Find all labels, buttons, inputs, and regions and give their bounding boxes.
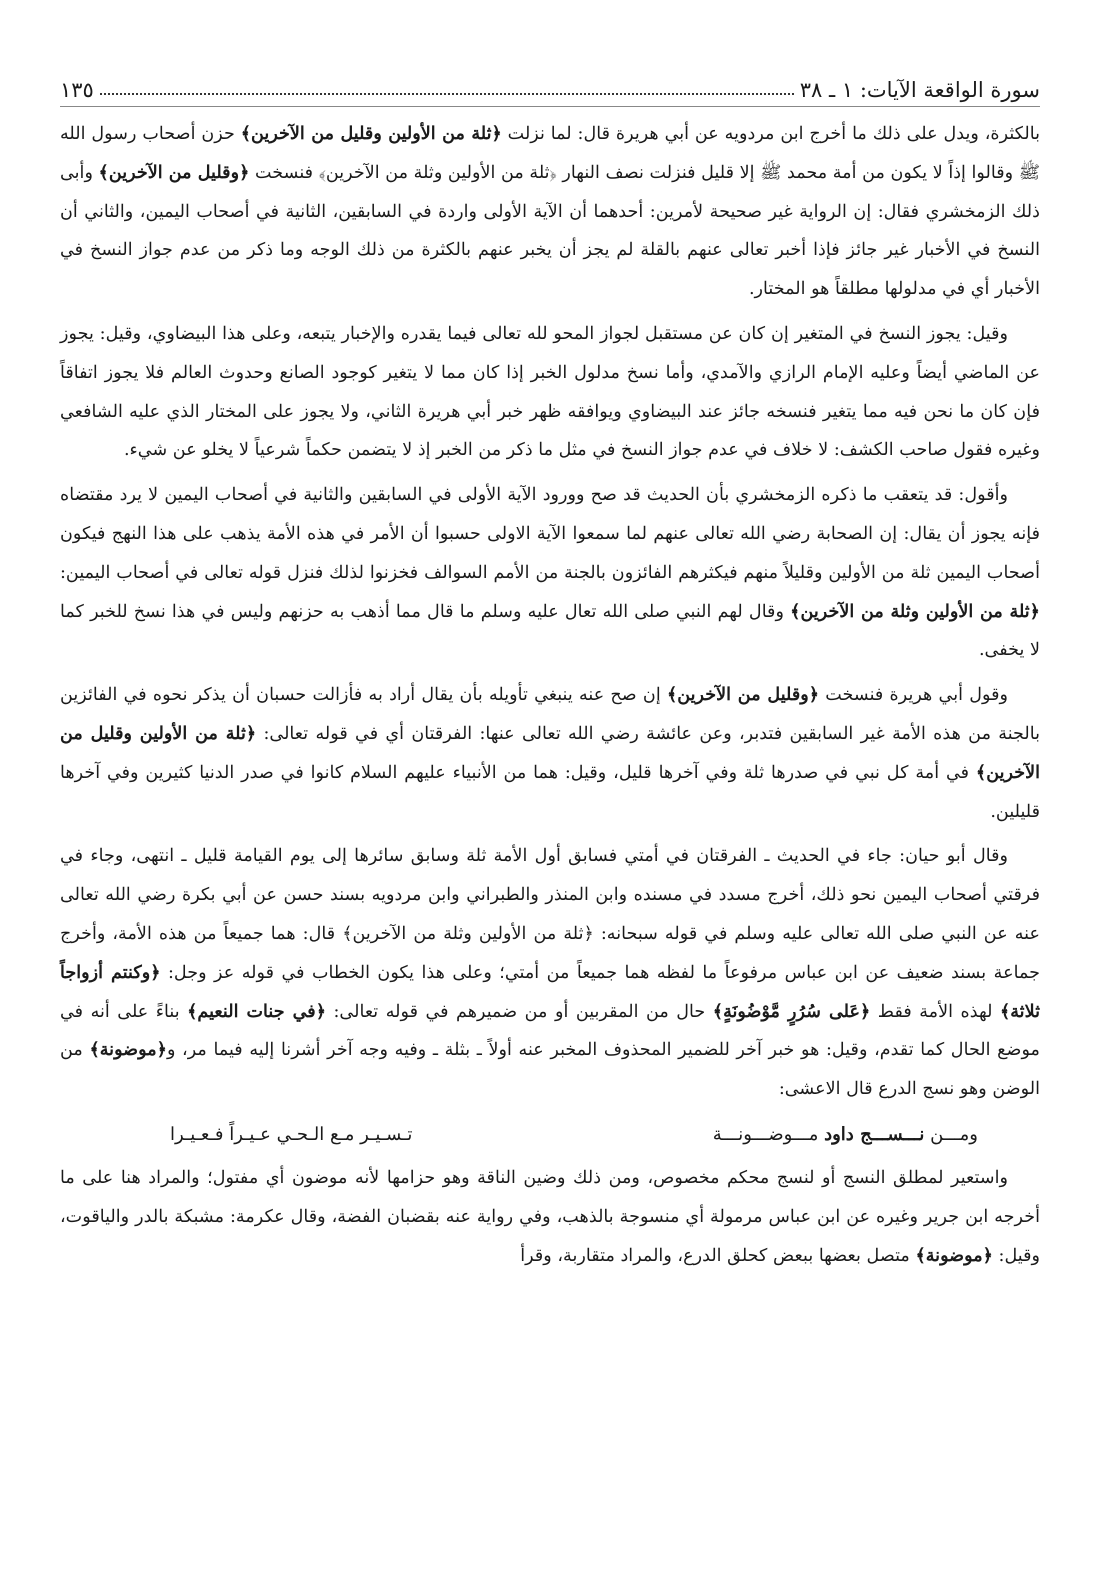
paragraph-group <box>60 115 1040 1109</box>
quranic-verse: ﴿وقليل من الآخرين﴾ <box>98 161 250 183</box>
quranic-verse: ﴿في جنات النعيم﴾ <box>187 1000 327 1022</box>
poem-hemistich-left: تـسـيـر مـع الـحـي عـيـراً فـعـيـرا <box>170 1123 413 1145</box>
text-run: من الوضن وهو نسج الدرع قال الاعشى: <box>60 1040 1040 1100</box>
quranic-verse: ﴿ثلة من الأولين وثلة من الآخرين﴾ <box>790 600 1040 622</box>
quranic-verse: ﴿عَلى سُرُرٍ مَّوْضُونَةٍ﴾ <box>712 1000 871 1022</box>
poem-right-bold: نـــســـج داود <box>824 1123 925 1145</box>
text-run: وأقول: قد يتعقب ما ذكره الزمخشري بأن الحديث قد صح وورود الآية الأولى في السابقين والثانية في أصحاب اليمين لا يرد مقتضاه فإنه يجوز أن يقال: إن الصحابة رضي الله تعالى عنهم لما سمعوا الآية الاولى حسبوا أن الأمر في هذه الأمة يذهب على هذا النهج فيكون أصحاب اليمين ثلة من الأولين وقليلاً منهم فيكثرهم الفائزون بالجنة من الأمم السوالف فخزنوا لذلك فنزل قوله تعالى في أصحاب اليمين: <box>60 485 1040 583</box>
text-run: وقال أبو حيان: جاء في الحديث ـ الفرقتان في أمتي فسابق أول الأمة ثلة وسابق سائرها إلى يوم القيامة قليل ـ انتهى، وجاء في فرقتي أصحاب اليمين نحو ذلك، أخرج مسدد في مسنده وابن المنذر والطبراني وابن مردويه بسند حسن عن أبي بكرة رضي الله تعالى عنه عن النبي صلى الله تعالى عليه وسلم في قوله سبحانه: ﴿ثلة من الأولين وثلة من الآخرين﴾ قال: هما جميعاً من هذه الأمة، وأخرج جماعة بسند ضعيف عن ابن عباس مرفوعاً ما لفظه هما جميعاً من أمتي؛ وعلى هذا يكون الخطاب في قوله عز وجل: <box>60 846 1041 983</box>
poem-verse <box>60 1115 1040 1155</box>
paragraph <box>60 315 1040 470</box>
quranic-verse: ﴿وكنتم أزواجاً ثلاثة﴾ <box>60 961 1040 1022</box>
text-run: وقال لهم النبي صلى الله تعال عليه وسلم ما قال مما أذهب به حزنهم وليس في هذا نسخ للخبر كما لا يخفى. <box>60 601 1040 661</box>
quranic-verse: ﴿موضونة﴾ <box>89 1039 167 1061</box>
page-number: ١٣٥ <box>60 78 94 102</box>
text-run: إن صح عنه ينبغي تأويله بأن يقال أراد به فأزالت حسبان أن يذكر نحوه في الفائزين بالجنة من هذه الأمة غير السابقين فتدبر، وعن عائشة رضي الله تعالى عنها: الفرقتان أي في قوله تعالى: <box>60 685 1040 744</box>
surah-title: سورة الواقعة الآيات: ١ ـ ٣٨ <box>799 78 1040 102</box>
running-header <box>60 62 1040 107</box>
leader-dots <box>100 92 794 95</box>
poem-right-pre: ومـــن <box>924 1123 978 1145</box>
text-run: حال من المقربين أو من ضميرهم في قوله تعالى: <box>326 1001 713 1022</box>
body-text <box>60 115 1040 1275</box>
text-run: حزن أصحاب رسول الله ﷺ وقالوا إذاً لا يكون من أمة محمد ﷺ إلا قليل فنزلت نصف النهار ﴿ثلة من الأولين وثلة من الآخرين﴾ فنسخت <box>60 124 1040 183</box>
paragraph <box>60 476 1040 670</box>
text-run: واستعير لمطلق النسج أو لنسج محكم مخصوص، ومن ذلك وضين الناقة وهو حزامها لأنه موضون أي مفتول؛ والمراد هنا على ما أخرجه ابن جرير وغيره عن ابن عباس مرمولة أي منسوجة بالذهب، وفي رواية عنه بقضبان الفضة، وقال عكرمة: مشبكة بالدر والياقوت، وقيل: <box>60 1167 1040 1266</box>
text-run: وأبى ذلك الزمخشري فقال: إن الرواية غير صحيحة لأمرين: أحدهما أن الآية الأولى واردة في السابقين، الثانية في أصحاب اليمين، والثاني أن النسخ في الأخبار غير جائز فإذا أخبر تعالى عنهم بالقلة لم يجز أن يخبر عنهم بالكثرة من ذلك الوجه وما ذكر من عدم جواز النسخ في الأخبار أي في مدلولها مطلقاً هو المختار. <box>60 162 1040 300</box>
text-run: لهذه الأمة فقط <box>870 1001 1000 1022</box>
text-run: بالكثرة، ويدل على ذلك ما أخرج ابن مردويه عن أبي هريرة قال: لما نزلت <box>501 124 1041 144</box>
text-run: في أمة كل نبي في صدرها ثلة وفي آخرها قليل، وقيل: هما من الأنبياء عليهم السلام كانوا في صدر الدنيا كثيرين وفي آخرها قليلين. <box>60 762 1040 822</box>
paragraph <box>60 1159 1040 1275</box>
paragraph-group <box>60 1159 1040 1275</box>
text-run: متصل بعضها ببعض كحلق الدرع، والمراد متقاربة، وقرأ <box>520 1245 916 1266</box>
text-run: بناءً على أنه في موضع الحال كما تقدم، وقيل: هو خبر آخر للضمير المحذوف المخبر عنه أولاً ـ بثلة ـ وفيه وجه آخر أشرنا إليه فيما مر، و <box>60 1001 1040 1061</box>
poem-right-post: مـــوضـــونـــة <box>712 1123 825 1145</box>
quranic-verse: ﴿ثلة من الأولين وقليل من الآخرين﴾ <box>240 123 502 144</box>
poem-hemistich-right <box>713 1115 978 1155</box>
text-run: وقيل: يجوز النسخ في المتغير إن كان عن مستقبل لجواز المحو لله تعالى فيما يقدره والإخبار يتبعه، وعلى هذا البيضاوي، وقيل: يجوز عن الماضي أيضاً وعليه الإمام الرازي والآمدي، وأما نسخ مدلول الخبر إذا كان مما لا يتغير كوجود الصانع وحدوث العالم فلا يجوز اتفاقاً فإن كان ما نحن فيه مما يتغير فنسخه جائز عند البيضاوي ويوافقه ظهر خبر أبي هريرة الثاني، ولا يجوز على المختار الذي عليه الشافعي وغيره فقول صاحب الكشف: لا خلاف في عدم جواز النسخ في مثل ما ذكر من الخبر إذ لا يتضمن حكماً شرعياً لا يخلو عن شيء. <box>60 323 1040 461</box>
paragraph <box>60 837 1040 1109</box>
book-page <box>60 62 1040 1552</box>
paragraph <box>60 115 1040 309</box>
quranic-verse: ﴿وقليل من الآخرين﴾ <box>666 684 820 706</box>
quranic-verse: ﴿موضونة﴾ <box>915 1244 993 1266</box>
quranic-verse: ﴿ثلة من الأولين وقليل من الآخرين﴾ <box>60 722 1040 783</box>
paragraph <box>60 676 1040 831</box>
text-run: وقول أبي هريرة فنسخت <box>819 685 1008 706</box>
